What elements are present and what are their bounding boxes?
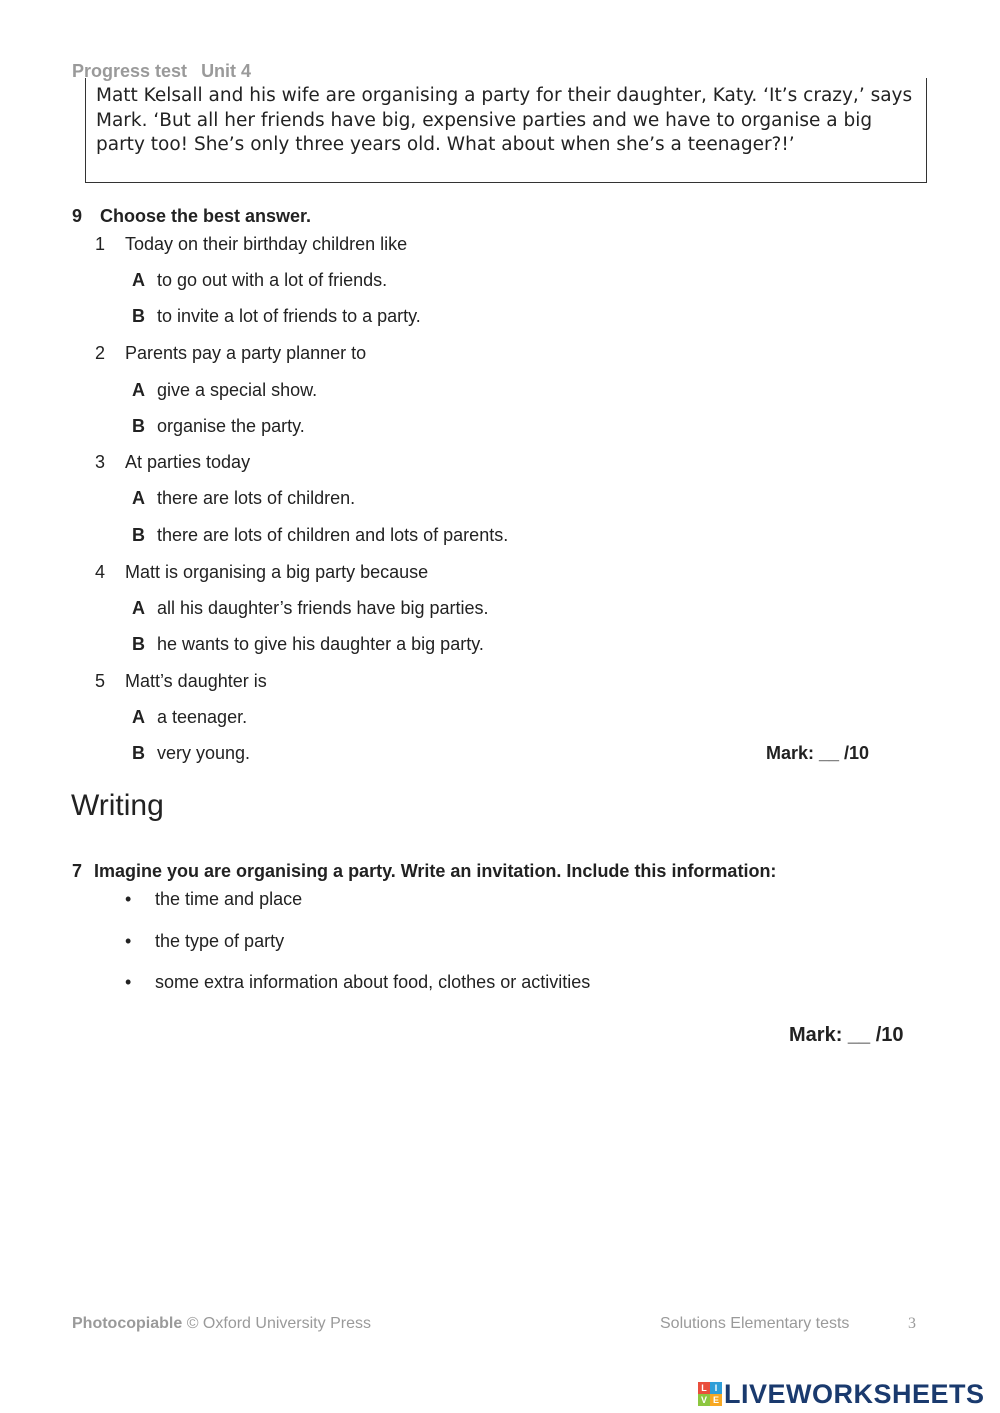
photocopiable-label: Photocopiable <box>72 1315 183 1332</box>
section-title-writing: Writing <box>71 789 164 822</box>
bullet-icon: • <box>125 931 132 951</box>
question-5-option-a[interactable]: A a teenager. <box>132 707 248 727</box>
exercise-9-mark: Mark: __ /10 <box>766 743 870 763</box>
question-5-option-b[interactable]: B very young. <box>132 743 251 763</box>
question-2-option-a[interactable]: A give a special show. <box>132 380 318 400</box>
unit-label: Unit 4 <box>201 61 252 81</box>
publisher: © Oxford University Press <box>186 1315 371 1332</box>
exercise-9-title <box>72 206 311 227</box>
exercise-instruction: Choose the best answer. <box>100 206 312 226</box>
question-3-option-a[interactable]: A there are lots of children. <box>132 488 356 508</box>
writing-mark: Mark: __ /10 <box>789 1024 904 1046</box>
question-2: 2 Parents pay a party planner to <box>95 343 367 363</box>
bullet-icon: • <box>125 889 132 909</box>
exercise-7-title <box>72 861 776 882</box>
bullet-icon: • <box>125 972 132 992</box>
question-5: 5 Matt’s daughter is <box>95 671 267 691</box>
question-4-option-a[interactable]: A all his daughter’s friends have big parties. <box>132 598 489 618</box>
logo-text: LIVEWORKSHEETS <box>724 1378 985 1409</box>
question-2-option-b[interactable]: B organise the party. <box>132 416 305 436</box>
bullet-item: • the time and place <box>125 889 303 909</box>
exercise-number: 9 <box>72 206 83 226</box>
logo-icon: L I V E <box>698 1382 722 1406</box>
reading-text-box: Matt Kelsall and his wife are organising a party for their daughter, Katy. ‘It’s crazy,’ says Mark. ‘But all her friends have big, expensive parties and we have to organise a big party too! She’s only three years old. What about when she’s a teenager?!’ <box>85 78 927 183</box>
question-3-option-b[interactable]: B there are lots of children and lots of parents. <box>132 525 509 545</box>
exercise-number: 7 <box>72 861 83 881</box>
liveworksheets-logo <box>698 1376 985 1412</box>
footer-copyright <box>72 1315 371 1333</box>
page-number: 3 <box>908 1315 916 1332</box>
question-4-option-b[interactable]: B he wants to give his daughter a big party. <box>132 634 484 654</box>
question-1-option-b[interactable]: B to invite a lot of friends to a party. <box>132 306 421 326</box>
footer-series: Solutions Elementary tests <box>660 1315 850 1332</box>
exercise-instruction: Imagine you are organising a party. Write an invitation. Include this information: <box>94 861 777 881</box>
question-3: 3 At parties today <box>95 452 251 472</box>
question-1-option-a[interactable]: A to go out with a lot of friends. <box>132 270 388 290</box>
test-title: Progress test <box>72 61 188 81</box>
question-1: 1 Today on their birthday children like <box>95 234 408 254</box>
bullet-item: • the type of party <box>125 931 285 951</box>
question-4: 4 Matt is organising a big party because <box>95 562 429 582</box>
bullet-item: • some extra information about food, clothes or activities <box>125 972 591 992</box>
